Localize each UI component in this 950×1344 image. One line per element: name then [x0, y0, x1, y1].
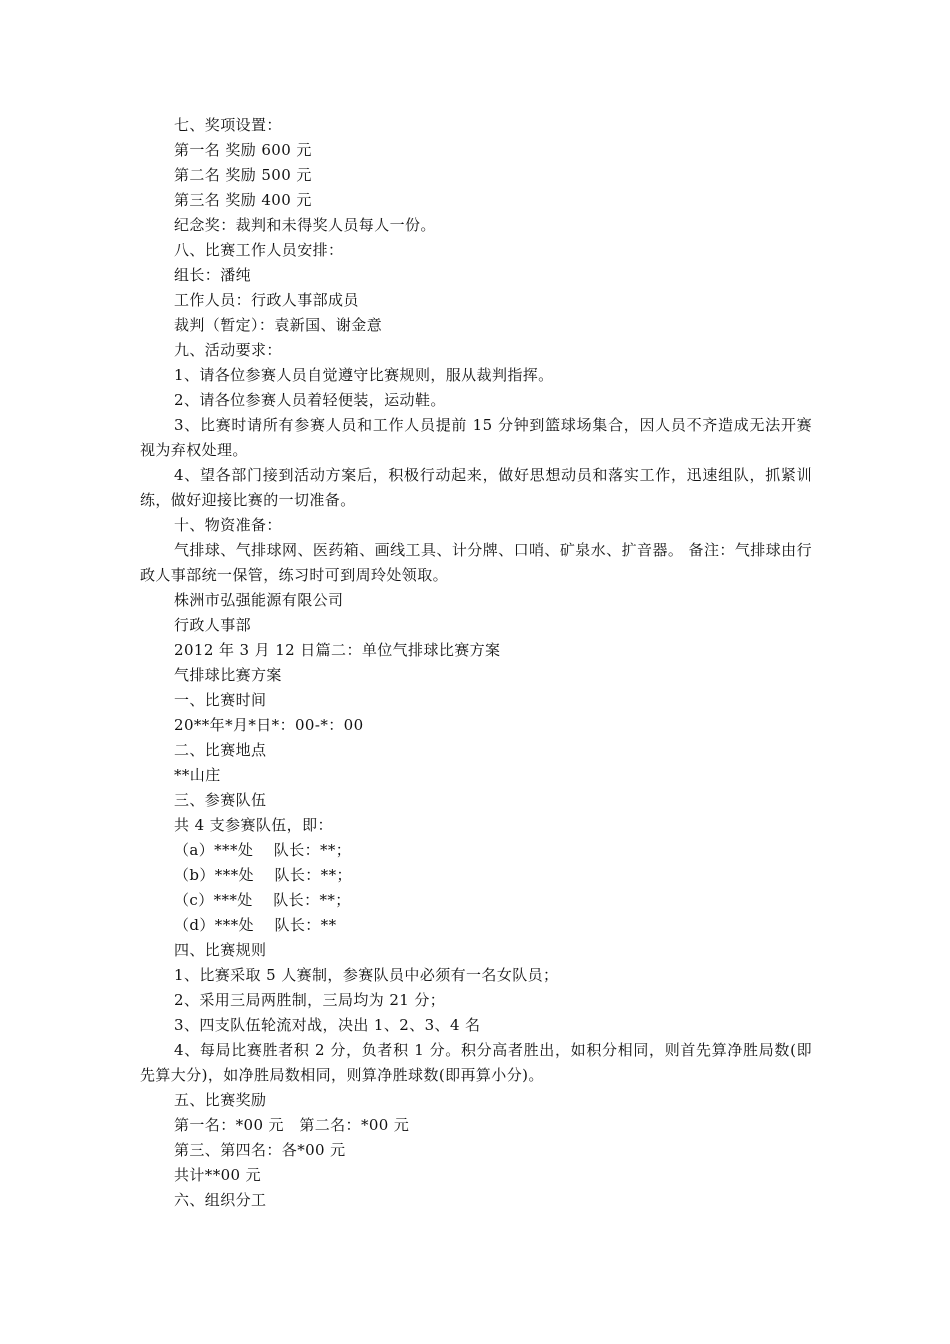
section-heading-rules: 四、比赛规则 — [174, 941, 267, 959]
section-heading-time: 一、比赛时间 — [174, 691, 267, 709]
company-name: 株洲市弘强能源有限公司 — [174, 591, 344, 609]
paragraph-requirement-4: 4、望各部门接到活动方案后，积极行动起来，做好思想动员和落实工作，迅速组队，抓紧训练，做好迎接比赛的一切准备。 — [140, 466, 812, 509]
team-item: （a）***处 队长：**； — [174, 841, 352, 859]
team-item: （c）***处 队长：**； — [174, 891, 351, 909]
section-heading-location: 二、比赛地点 — [174, 741, 267, 759]
text-line: 第一名 奖励 600 元 — [174, 141, 312, 159]
rule-item: 2、采用三局两胜制，三局均为 21 分； — [174, 991, 446, 1009]
text-line: 2、请各位参赛人员着轻便装，运动鞋。 — [174, 391, 446, 409]
section-heading-teams: 三、参赛队伍 — [174, 791, 267, 809]
text-line: 纪念奖：裁判和未得奖人员每人一份。 — [174, 216, 436, 234]
paragraph-materials: 气排球、气排球网、医药箱、画线工具、计分牌、口哨、矿泉水、扩音器。 备注：气排球由行政人事部统一保管，练习时可到周玲处领取。 — [140, 541, 812, 584]
document-title: 气排球比赛方案 — [174, 666, 282, 684]
rule-item: 1、比赛采取 5 人赛制，参赛队员中必须有一名女队员； — [174, 966, 559, 984]
section-heading-awards: 七、奖项设置： — [174, 116, 282, 134]
team-item: （d）***处 队长：** — [174, 916, 337, 934]
text-line: 组长：潘纯 — [174, 266, 252, 284]
text-line: 第三、第四名：各*00 元 — [174, 1141, 346, 1159]
section-heading-organization: 六、组织分工 — [174, 1191, 267, 1209]
text-line: 共 4 支参赛队伍，即： — [174, 816, 333, 834]
paragraph-rule-4: 4、每局比赛胜者积 2 分，负者积 1 分。积分高者胜出，如积分相同，则首先算净胜局数(即先算大分)，如净胜局数相同，则算净胜球数(即再算小分)。 — [140, 1041, 812, 1084]
rule-item: 3、四支队伍轮流对战，决出 1、2、3、4 名 — [174, 1016, 481, 1034]
section-heading-staff: 八、比赛工作人员安排： — [174, 241, 344, 259]
document-body — [140, 113, 812, 1213]
text-line: 工作人员：行政人事部成员 — [174, 291, 359, 309]
paragraph-requirement-3: 3、比赛时请所有参赛人员和工作人员提前 15 分钟到篮球场集合，因人员不齐造成无法开赛视为弃权处理。 — [140, 416, 812, 459]
text-line: 第一名：*00 元 第二名：*00 元 — [174, 1116, 410, 1134]
section-heading-requirements: 九、活动要求： — [174, 341, 282, 359]
text-line: 20**年*月*日*：00-*：00 — [174, 716, 364, 734]
text-line: 第二名 奖励 500 元 — [174, 166, 312, 184]
text-line: 1、请各位参赛人员自觉遵守比赛规则，服从裁判指挥。 — [174, 366, 554, 384]
department-name: 行政人事部 — [174, 616, 252, 634]
text-line: 第三名 奖励 400 元 — [174, 191, 312, 209]
section-heading-materials: 十、物资准备： — [174, 516, 282, 534]
text-line: 裁判（暂定）：袁新国、谢金意 — [174, 316, 383, 334]
team-item: （b）***处 队长：**； — [174, 866, 352, 884]
section-heading-rewards: 五、比赛奖励 — [174, 1091, 267, 1109]
text-line: 共计**00 元 — [174, 1166, 262, 1184]
date-line: 2012 年 3 月 12 日篇二：单位气排球比赛方案 — [174, 641, 501, 659]
text-line: **山庄 — [174, 766, 221, 784]
